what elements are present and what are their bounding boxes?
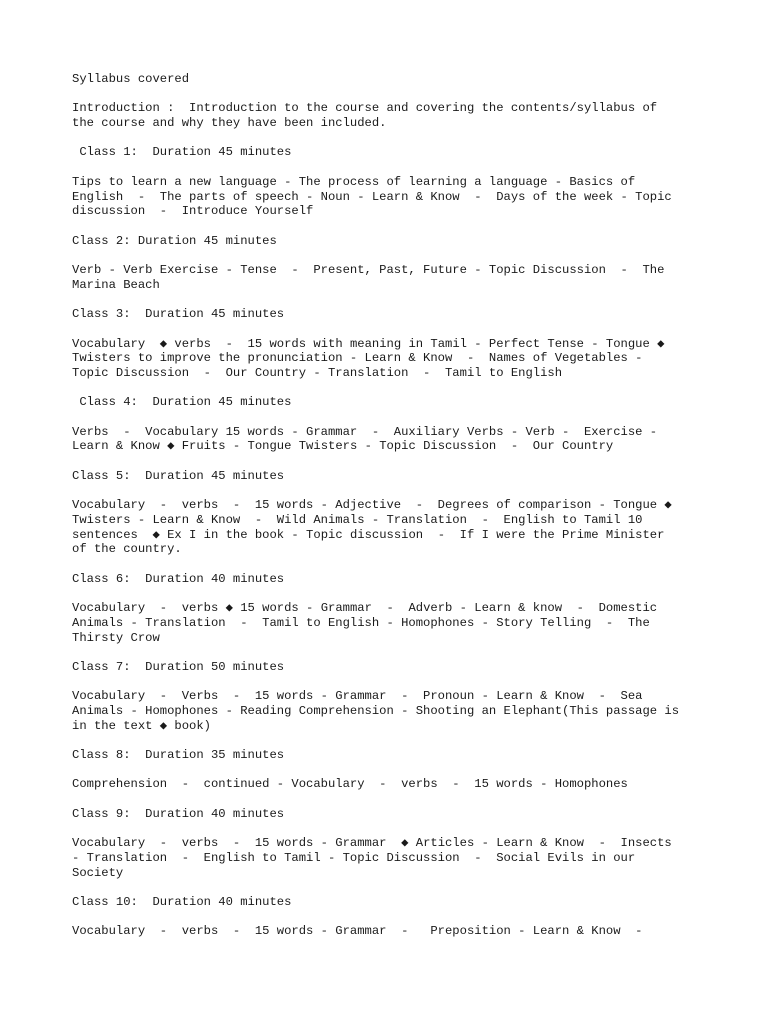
class-heading: Class 6: Duration 40 minutes — [72, 571, 285, 586]
class-heading: Class 2: Duration 45 minutes — [72, 233, 277, 248]
syllabus-document — [72, 72, 712, 954]
class-heading: Class 8: Duration 35 minutes — [72, 748, 285, 763]
class-description: Verb - Verb Exercise - Tense - Present, Past, Future - Topic Discussion - The Marina Beach — [72, 263, 665, 292]
class-description: Vocabulary - verbs - 15 words - Grammar ◆ Articles - Learn & Know - Insects - Translation - English to Tamil - Topic Discussion - Social Evils in our Society — [72, 836, 672, 880]
class-description: Vocabulary ◆ verbs - 15 words with meaning in Tamil - Perfect Tense - Tongue ◆ Twisters to improve the pronunciation - Learn & Know - Names of Vegetables - Topic Discussion - Our Country - Translation - Tamil to English — [72, 336, 665, 380]
class-heading: Class 4: Duration 45 minutes — [72, 395, 292, 410]
class-heading: Class 9: Duration 40 minutes — [72, 806, 285, 821]
class-description: Verbs - Vocabulary 15 words - Grammar - Auxiliary Verbs - Verb - Exercise - Learn & Know ◆ Fruits - Tongue Twisters - Topic Discussion - Our Country — [72, 424, 658, 454]
class-description: Vocabulary - verbs ◆ 15 words - Grammar - Adverb - Learn & know - Domestic Animals - Translation - Tamil to English - Homophones - Story Telling - The Thirsty Crow — [72, 601, 658, 645]
class-heading: Class 1: Duration 45 minutes — [72, 145, 292, 160]
class-heading: Class 10: Duration 40 minutes — [72, 895, 292, 910]
class-description: Tips to learn a new language - The process of learning a language - Basics of English - The parts of speech - Noun - Learn & Know - Days of the week - Topic discussion - Introduce Yourself — [72, 174, 672, 219]
class-description: Comprehension - continued - Vocabulary - verbs - 15 words - Homophones — [72, 777, 628, 792]
class-description: Vocabulary - verbs - 15 words - Grammar - Preposition - Learn & Know - — [72, 924, 643, 939]
class-description: Vocabulary - verbs - 15 words - Adjective - Degrees of comparison - Tongue ◆ Twisters - Learn & Know - Wild Animals - Translation - English to Tamil 10 sentences ◆ Ex I in the book - Topic discussion - If I were the Prime Minister of the country. — [72, 498, 672, 557]
class-heading: Class 7: Duration 50 minutes — [72, 659, 285, 674]
class-heading: Class 5: Duration 45 minutes — [72, 468, 285, 483]
class-heading: Class 3: Duration 45 minutes — [72, 307, 285, 322]
class-description: Vocabulary - Verbs - 15 words - Grammar - Pronoun - Learn & Know - Sea Animals - Homophones - Reading Comprehension - Shooting an Elephant(This passage is in the text ◆ book) — [72, 689, 680, 733]
introduction-paragraph: Introduction : Introduction to the course and covering the contents/syllabus of the course and why they have been included. — [72, 101, 658, 131]
document-title: Syllabus covered — [72, 72, 190, 86]
